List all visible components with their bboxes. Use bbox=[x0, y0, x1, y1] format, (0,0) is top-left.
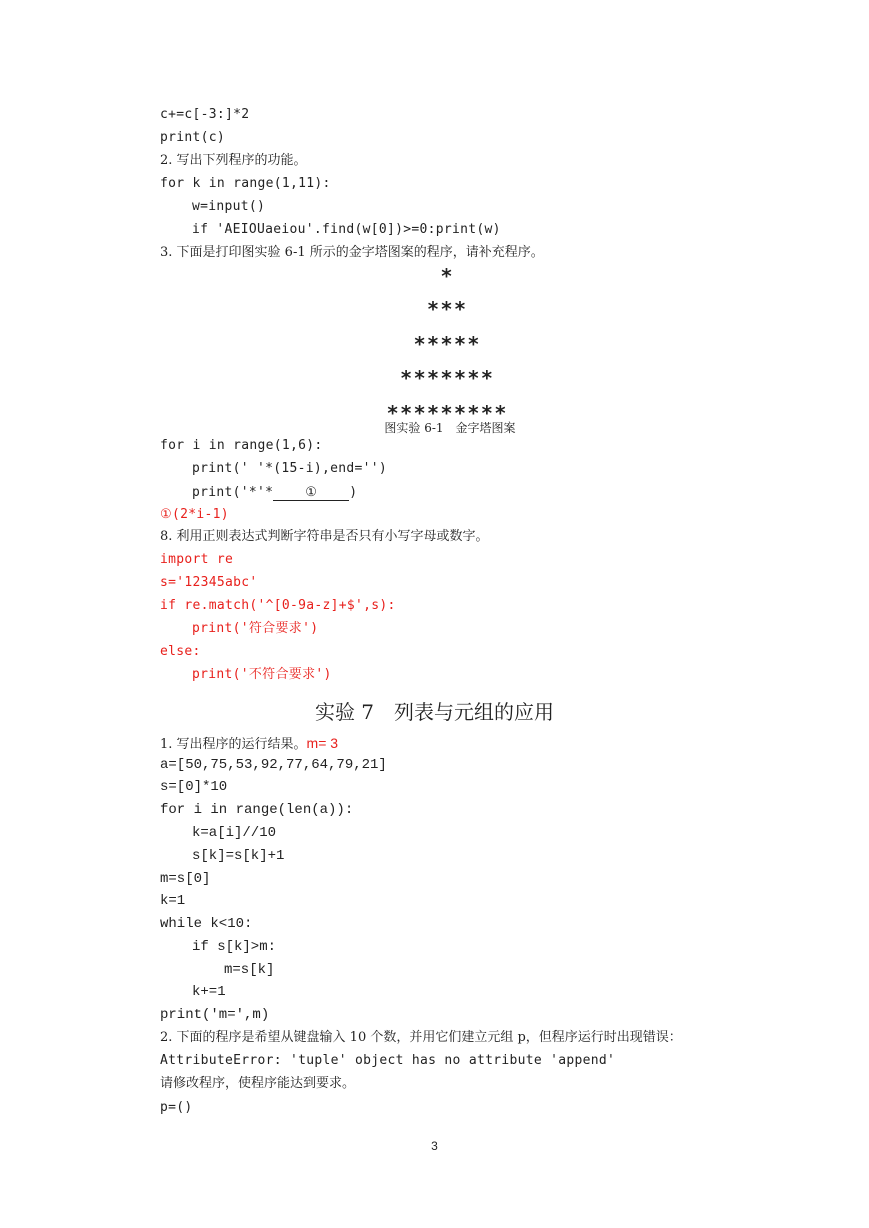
code-line: w=input() bbox=[192, 199, 266, 214]
code-line: p=() bbox=[160, 1100, 193, 1115]
answer-text: m= 3 bbox=[306, 735, 339, 751]
code-line: import re bbox=[160, 552, 234, 567]
pyramid-row: ********* bbox=[387, 401, 509, 425]
code-line: for i in range(1,6): bbox=[160, 438, 323, 453]
fill-blank: ① bbox=[273, 485, 349, 501]
pyramid-row: *** bbox=[427, 297, 469, 321]
code-line: for i in range(len(a)): bbox=[160, 802, 354, 818]
page-number: 3 bbox=[431, 1139, 438, 1153]
code-line: m=s[0] bbox=[160, 871, 211, 887]
code-line: s='12345abc' bbox=[160, 575, 258, 590]
code-line: m=s[k] bbox=[224, 962, 275, 978]
code-line: print('不符合要求') bbox=[192, 667, 332, 682]
question-8: 8. 利用正则表达式判断字符串是否只有小写字母或数字。 bbox=[160, 529, 489, 544]
error-message: AttributeError: 'tuple' object has no attribute 'append' bbox=[160, 1053, 616, 1068]
code-line: if re.match('^[0-9a-z]+$',s): bbox=[160, 598, 396, 613]
instruction: 请修改程序，使程序能达到要求。 bbox=[160, 1076, 356, 1091]
question-3: 3. 下面是打印图实验 6-1 所示的金字塔图案的程序，请补充程序。 bbox=[160, 245, 544, 260]
code-prefix: print('*'* bbox=[192, 485, 274, 500]
question-1-text: 1. 写出程序的运行结果。 bbox=[160, 737, 307, 752]
code-line-with-blank bbox=[192, 484, 357, 502]
code-line: k=1 bbox=[160, 893, 186, 909]
code-line: c+=c[-3:]*2 bbox=[160, 107, 250, 122]
code-line: print('符合要求') bbox=[192, 621, 319, 636]
question-2: 2. 下面的程序是希望从键盘输入 10 个数，并用它们建立元组 p，但程序运行时出现错误： bbox=[160, 1030, 682, 1045]
pyramid-row: ******* bbox=[400, 366, 496, 390]
code-line: print('m=',m) bbox=[160, 1007, 270, 1023]
figure-caption: 图实验 6-1 金字塔图案 bbox=[384, 421, 516, 435]
code-line: if s[k]>m: bbox=[192, 939, 277, 955]
question-2: 2. 写出下列程序的功能。 bbox=[160, 153, 307, 168]
section-heading: 实验 7 列表与元组的应用 bbox=[314, 700, 555, 724]
code-line: print(' '*(15-i),end='') bbox=[192, 461, 388, 476]
code-line: while k<10: bbox=[160, 916, 253, 932]
code-line: else: bbox=[160, 644, 201, 659]
question-1 bbox=[160, 734, 338, 754]
code-line: k=a[i]//10 bbox=[192, 825, 277, 841]
code-line: if 'AEIOUaeiou'.find(w[0])>=0:print(w) bbox=[192, 222, 501, 237]
pyramid-row: ***** bbox=[414, 332, 482, 356]
code-line: for k in range(1,11): bbox=[160, 176, 331, 191]
code-line: a=[50,75,53,92,77,64,79,21] bbox=[160, 757, 387, 773]
pyramid-row: * bbox=[441, 264, 455, 288]
code-line: s[k]=s[k]+1 bbox=[192, 848, 285, 864]
answer-text: ①(2*i-1) bbox=[160, 507, 229, 522]
code-line: k+=1 bbox=[192, 984, 226, 1000]
code-suffix: ) bbox=[349, 485, 358, 500]
code-line: print(c) bbox=[160, 130, 226, 145]
code-line: s=[0]*10 bbox=[160, 779, 228, 795]
